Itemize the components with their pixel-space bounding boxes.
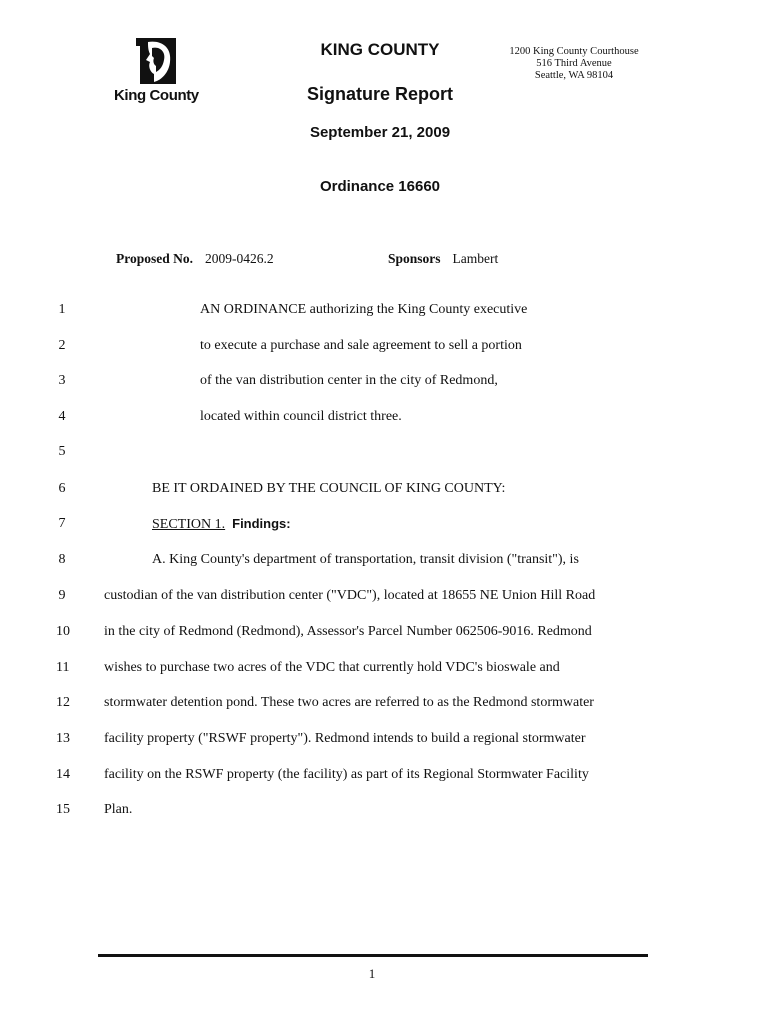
report-title: Signature Report: [306, 84, 453, 104]
courthouse-address: [504, 46, 644, 82]
line-number: 13: [56, 731, 70, 746]
line-number: 14: [56, 767, 70, 782]
line-text: to execute a purchase and sale agreement to sell a portion: [200, 338, 522, 353]
ordinance-number: Ordinance 16660: [319, 178, 441, 195]
king-county-logo: [114, 36, 214, 106]
address-line: 516 Third Avenue: [536, 58, 612, 69]
line-number: 4: [58, 409, 66, 424]
line-number: 1: [58, 302, 66, 317]
line-text: located within council district three.: [200, 409, 402, 424]
address-line: 1200 King County Courthouse: [509, 46, 639, 57]
section-title: Findings:: [232, 516, 291, 531]
line-text: facility property ("RSWF property"). Redmond intends to build a regional stormwater: [104, 731, 586, 746]
address-line: Seattle, WA 98104: [534, 70, 614, 81]
line-number: 9: [58, 588, 66, 603]
section-number: SECTION 1.: [152, 517, 226, 532]
line-text: in the city of Redmond (Redmond), Assessor's Parcel Number 062506-9016. Redmond: [104, 624, 592, 639]
line-number: 7: [58, 516, 66, 531]
line-number: 12: [56, 695, 70, 710]
line-text: of the van distribution center in the city of Redmond,: [200, 373, 498, 388]
logo-wordmark: King County: [114, 87, 199, 104]
line-number: 15: [56, 802, 70, 817]
proposed-label: Proposed No.: [116, 251, 194, 266]
footer-rule: [98, 954, 648, 957]
line-number: 8: [58, 552, 66, 567]
page-number: 1: [368, 966, 376, 981]
line-text: AN ORDINANCE authorizing the King County executive: [200, 302, 528, 317]
line-number: 6: [58, 481, 66, 496]
proposed-value: 2009-0426.2: [205, 251, 274, 266]
proposed-number: [116, 251, 274, 267]
line-number: 11: [56, 660, 70, 675]
line-text: Plan.: [104, 802, 133, 817]
sponsors-label: Sponsors: [388, 251, 441, 266]
report-date: September 21, 2009: [309, 124, 451, 141]
line-text: custodian of the van distribution center ("VDC"), located at 18655 NE Union Hill Road: [104, 588, 596, 603]
line-number: 5: [58, 444, 66, 459]
enacting-clause: BE IT ORDAINED BY THE COUNCIL OF KING COUNTY:: [152, 481, 506, 496]
line-number: 2: [58, 338, 66, 353]
line-text: wishes to purchase two acres of the VDC that currently hold VDC's bioswale and: [104, 660, 560, 675]
section-heading: [152, 516, 291, 533]
line-number: 3: [58, 373, 66, 388]
king-county-logo-icon: [136, 36, 178, 86]
line-text: A. King County's department of transportation, transit division ("transit"), is: [152, 552, 579, 567]
sponsors-value: Lambert: [452, 251, 499, 266]
sponsors: [388, 251, 498, 267]
line-number: 10: [56, 624, 70, 639]
line-text: facility on the RSWF property (the facility) as part of its Regional Stormwater Facility: [104, 767, 589, 782]
line-text: stormwater detention pond. These two acres are referred to as the Redmond stormwater: [104, 695, 594, 710]
county-title: KING COUNTY: [320, 40, 440, 59]
